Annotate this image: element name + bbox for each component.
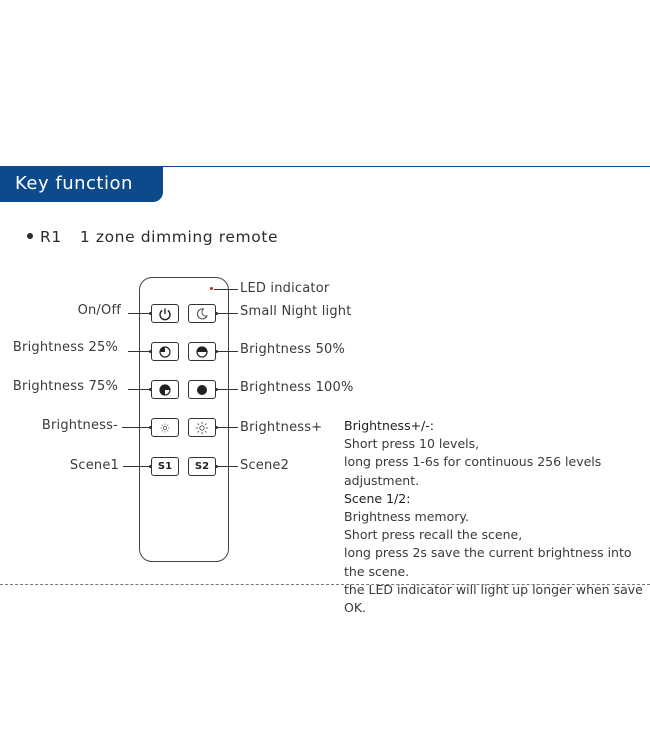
scene-1-key[interactable] [151, 457, 179, 476]
bplus-connector [216, 427, 238, 428]
night-connector [216, 313, 238, 314]
bplus-label: Brightness+ [240, 420, 323, 435]
quarter-circle-icon [158, 345, 172, 359]
scene2-connector [216, 466, 238, 467]
scene2-label: Scene2 [240, 458, 290, 473]
section-title: Key function [15, 173, 133, 194]
brightness-minus-key[interactable] [151, 418, 179, 437]
half-circle-icon [195, 345, 209, 359]
scene-line-4: the LED indicator will light up longer when save OK. [344, 581, 643, 616]
scene-heading: Scene 1/2: [344, 490, 411, 506]
dashed-separator [0, 584, 650, 585]
section-header [0, 166, 650, 202]
brightness-25-key[interactable] [151, 342, 179, 361]
model-description: 1 zone dimming remote [79, 228, 279, 246]
b25-label: Brightness 25% [12, 340, 118, 355]
night-label: Small Night light [240, 304, 352, 319]
subtitle [27, 228, 278, 246]
bminus-label: Brightness- [41, 418, 118, 433]
brightness-50-key[interactable] [188, 342, 216, 361]
brightness-heading: Brightness+/-: [344, 418, 434, 433]
b100-connector [216, 389, 238, 390]
b75-connector [128, 389, 151, 390]
b50-connector [216, 351, 238, 352]
scene-line-1: Brightness memory. [344, 509, 469, 525]
brightness-line-1: Short press 10 levels, [344, 436, 480, 452]
on-off-connector [128, 313, 151, 314]
large-sun-icon [195, 421, 209, 435]
bminus-connector [122, 427, 151, 428]
on-off-label: On/Off [77, 303, 121, 318]
scene-1-key-text: S1 [157, 461, 173, 472]
scene-line-3: long press 2s save the current brightness into the scene. [344, 545, 632, 579]
brightness-100-key[interactable] [188, 380, 216, 399]
b25-connector [128, 351, 151, 352]
b100-label: Brightness 100% [240, 380, 354, 395]
small-sun-icon [159, 422, 171, 434]
b50-label: Brightness 50% [240, 342, 346, 357]
description-block [344, 417, 650, 617]
scene-2-key-text: S2 [194, 461, 210, 472]
header-tab [0, 166, 163, 202]
brightness-plus-key[interactable] [188, 418, 216, 437]
led-label: LED indicator [240, 281, 330, 296]
b75-label: Brightness 75% [12, 379, 118, 394]
power-icon [158, 307, 172, 321]
moon-icon [195, 307, 209, 321]
scene-line-2: Short press recall the scene, [344, 527, 523, 543]
three-quarter-circle-icon [158, 383, 172, 397]
night-light-key[interactable] [188, 304, 216, 323]
bullet-icon [27, 233, 33, 239]
scene1-label: Scene1 [69, 458, 119, 473]
on-off-key[interactable] [151, 304, 179, 323]
brightness-75-key[interactable] [151, 380, 179, 399]
brightness-line-2: long press 1-6s for continuous 256 levels adjustment. [344, 454, 602, 488]
model-name: R1 [40, 228, 62, 246]
full-circle-icon [195, 383, 209, 397]
led-indicator [210, 287, 213, 290]
led-connector [214, 289, 238, 290]
scene1-connector [123, 466, 151, 467]
scene-2-key[interactable] [188, 457, 216, 476]
